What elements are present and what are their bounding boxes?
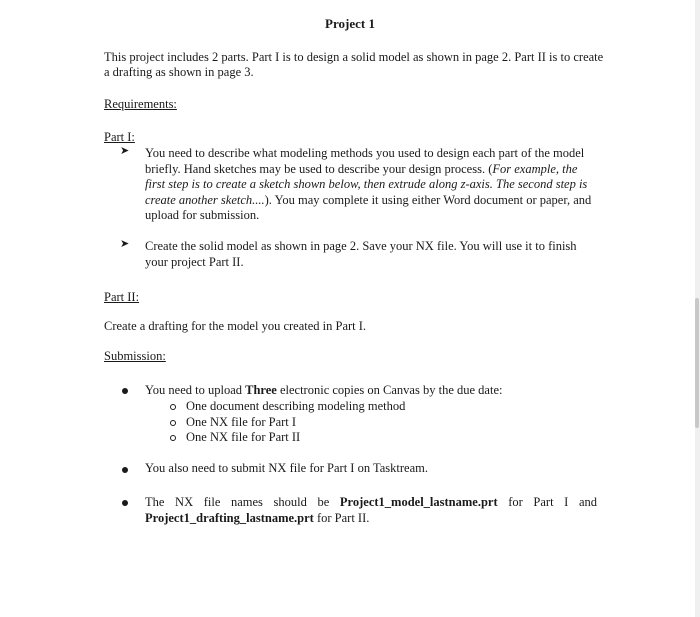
circle-bullet-icon	[170, 404, 176, 410]
circle-bullet-icon	[170, 420, 176, 426]
submission-heading: Submission:	[104, 349, 166, 363]
page-title: Project 1	[325, 16, 375, 31]
arrow-bullet-icon: ➤	[120, 238, 130, 250]
part1-bullet-1: You need to describe what modeling methods you used to design each part of the model briefly. Hand sketches may be used to describe your design process. (For example, the first step is to create a sketch shown below, then extrude along z-axis. The second step is create another sketch....). You may complete it using either Word document or paper, and upload for submission.	[145, 146, 592, 222]
bullet-dot-icon	[122, 388, 128, 394]
submission-subitem: One document describing modeling method	[186, 399, 406, 413]
submission-subitem: One NX file for Part II	[186, 430, 301, 444]
part2-heading: Part II:	[104, 290, 140, 304]
submission-subitem: One NX file for Part I	[186, 415, 297, 429]
bullet-dot-icon	[122, 500, 128, 506]
submission-bullet-3: The NX file names should be Project1_model_lastname.prt for Part I and Project1_drafting_lastname.prt for Part II.	[145, 495, 598, 525]
intro-paragraph: This project includes 2 parts. Part I is to design a solid model as shown in page 2. Part II is to create a drafting as shown in page 3.	[104, 50, 604, 79]
requirements-heading: Requirements:	[104, 97, 177, 111]
part2-text: Create a drafting for the model you created in Part I.	[104, 319, 367, 333]
scrollbar-thumb[interactable]	[695, 298, 699, 428]
scrollbar[interactable]	[695, 0, 700, 617]
arrow-bullet-icon: ➤	[120, 145, 130, 157]
circle-bullet-icon	[170, 435, 176, 441]
submission-bullet-2: You also need to submit NX file for Part I on Tasktream.	[145, 461, 429, 475]
part1-heading: Part I:	[104, 130, 135, 144]
submission-bullet-1: You need to upload Three electronic copies on Canvas by the due date:	[145, 383, 503, 397]
bullet-dot-icon	[122, 467, 128, 473]
part1-bullet-2: Create the solid model as shown in page 2. Save your NX file. You will use it to finish your project Part II.	[145, 239, 577, 269]
